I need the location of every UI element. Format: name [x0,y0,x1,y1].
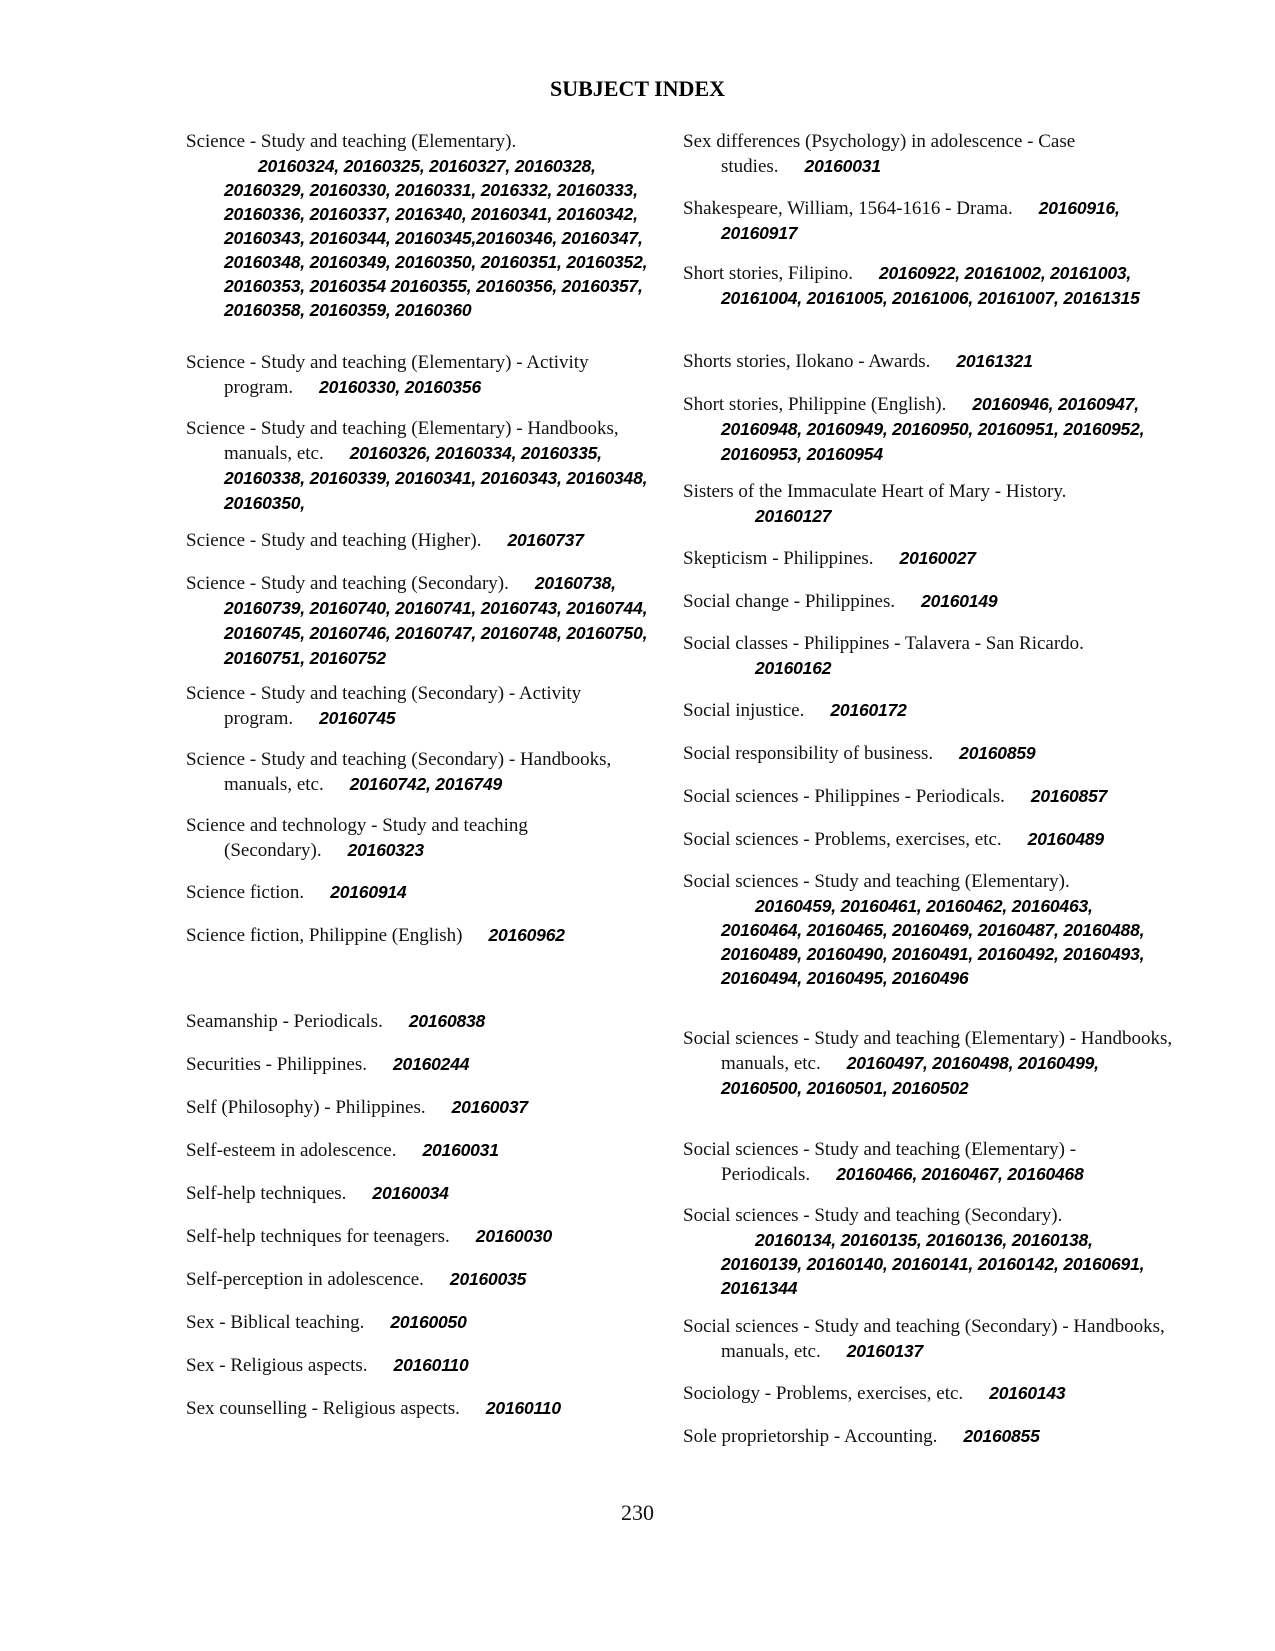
entry-heading: Science fiction, Philippine (English) [186,925,463,946]
index-entry [683,1138,1173,1187]
entry-heading: Science - Study and teaching (Secondary). [186,573,509,594]
entry-numbers: 20160035 [449,1269,527,1289]
index-entry [186,1052,656,1077]
entry-heading: Social responsibility of business. [683,743,934,764]
entry-numbers: 20160326, 20160334, 20160335, 20160338, 20160339, 20160341, 20160343, 20160348, 20160350, [224,443,648,513]
entry-numbers: 20160916, 20160917 [721,198,1120,243]
index-entry [683,1381,1173,1406]
entry-numbers: 20160244 [393,1054,470,1074]
entry-numbers: 20160330, 20160356 [319,377,481,397]
index-entry [186,571,656,671]
entry-heading: Science - Study and teaching (Secondary) - Handbooks, manuals, etc. [186,749,612,795]
index-entry [186,417,656,516]
entry-heading: Sex counselling - Religious aspects. [186,1398,460,1419]
index-entry [683,827,1173,852]
entry-heading: Social classes - Philippines - Talavera - San Ricardo. [683,633,1084,654]
entry-heading: Science - Study and teaching (Higher). [186,530,482,551]
index-entry [186,1009,656,1034]
entry-heading: Securities - Philippines. [186,1054,368,1075]
entry-heading: Social sciences - Study and teaching (Elementary). [683,871,1070,892]
index-entry [683,632,1173,680]
index-entry [683,349,1173,374]
index-entry [186,1138,656,1163]
index-entry [683,784,1173,809]
index-entry [683,1424,1173,1449]
index-entry [683,480,1173,528]
entry-heading: Social injustice. [683,700,805,721]
entry-heading: Science - Study and teaching (Secondary) - Activity program. [186,683,582,729]
entry-numbers: 20160137 [846,1341,923,1361]
entry-heading: Social change - Philippines. [683,591,896,612]
entry-numbers: 20160110 [393,1355,469,1375]
entry-numbers: 20160859 [959,743,1036,763]
entry-numbers: 20160742, 2016749 [349,774,503,794]
entry-numbers: 20160497, 20160498, 20160499, 20160500, 20160501, 20160502 [721,1053,1099,1098]
page-title: SUBJECT INDEX [549,76,726,101]
index-entry [186,351,656,400]
entry-heading: Self-help techniques for teenagers. [186,1226,450,1247]
entry-heading: Sex - Biblical teaching. [186,1312,365,1333]
entry-numbers: 20160031 [422,1140,499,1160]
entry-numbers: 20160149 [921,591,998,611]
entry-heading: Sociology - Problems, exercises, etc. [683,1383,964,1404]
index-entry [683,870,1173,990]
entry-numbers: 20160031 [804,156,881,176]
index-entry [186,1353,656,1378]
entry-heading: Social sciences - Study and teaching (Elementary) - Handbooks, manuals, etc. [683,1028,1173,1074]
entry-heading: Science - Study and teaching (Elementary) - Activity program. [186,352,589,398]
entry-numbers: 20160489 [1027,829,1104,849]
index-entry [186,528,656,553]
index-entry [186,880,656,905]
entry-heading: Social sciences - Problems, exercises, etc. [683,829,1002,850]
entry-heading: Short stories, Philippine (English). [683,394,947,415]
entry-heading: Skepticism - Philippines. [683,548,874,569]
entry-numbers: 20160962 [488,925,565,945]
index-entry [186,682,656,731]
entry-heading: Shakespeare, William, 1564-1616 - Drama. [683,198,1013,219]
entry-numbers: 20160172 [830,700,907,720]
entry-heading: Science fiction. [186,882,305,903]
entry-heading: Seamanship - Periodicals. [186,1011,383,1032]
entry-heading: Self-perception in adolescence. [186,1269,424,1290]
index-entry [683,1315,1173,1364]
entry-numbers: 20160162 [755,658,832,678]
entry-numbers: 20160037 [451,1097,528,1117]
entry-heading: Science and technology - Study and teaching (Secondary). [186,815,528,861]
index-entry [683,1204,1173,1300]
entry-numbers: 20160838 [408,1011,486,1031]
index-entry [186,1181,656,1206]
entry-numbers: 20160946, 20160947, 20160948, 20160949, 20160950, 20160951, 20160952, 20160953, 20160954 [721,394,1145,464]
entry-heading: Sex differences (Psychology) in adolescence - Case studies. [683,131,1076,177]
entry-numbers: 20160110 [485,1398,561,1418]
entry-numbers: 20160914 [330,882,407,902]
entry-numbers: 20160050 [390,1312,467,1332]
index-entry [683,196,1173,246]
entry-numbers: 20160030 [475,1226,553,1246]
entry-numbers: 20160466, 20160467, 20160468 [836,1164,1084,1184]
entry-numbers: 20160134, 20160135, 20160136, 20160138, 20160139, 20160140, 20160141, 20160142, 20160691, 20161344 [721,1230,1145,1298]
entry-heading: Social sciences - Philippines - Periodicals. [683,786,1005,807]
index-entry [186,1267,656,1292]
entry-heading: Self-help techniques. [186,1183,347,1204]
entry-numbers: 20160324, 20160325, 20160327, 20160328, 20160329, 20160330, 20160331, 2016332, 20160333, 20160336, 20160337, 2016340, 20160341, 20160342, 20160343, 20160344, 20160345,20160346, 20160347, 20160348, 20160349, 20160350, 20160351, 20160352, 20160353, 20160354 20160355, 20160356, 20160357, 20160358, 20160359, 20160360 [224,156,648,320]
index-entry [683,589,1173,614]
index-entry [186,130,656,322]
index-entry [186,1095,656,1120]
index-entry [683,698,1173,723]
entry-numbers: 20160127 [755,506,832,526]
entry-heading: Science - Study and teaching (Elementary) - Handbooks, manuals, etc. [186,418,619,464]
entry-heading: Science - Study and teaching (Elementary). [186,131,517,152]
entry-numbers: 20160857 [1030,786,1108,806]
entry-heading: Social sciences - Study and teaching (Secondary). [683,1205,1063,1226]
entry-heading: Short stories, Filipino. [683,263,853,284]
index-entry [186,1310,656,1335]
entry-heading: Sisters of the Immaculate Heart of Mary - History. [683,481,1067,502]
entry-numbers: 20161321 [956,351,1033,371]
index-entry [683,261,1173,311]
index-entry [683,546,1173,571]
index-entry [683,741,1173,766]
entry-numbers: 20160855 [963,1426,1040,1446]
entry-heading: Social sciences - Study and teaching (Elementary) - Periodicals. [683,1139,1077,1185]
entry-numbers: 20160323 [347,840,424,860]
index-entry [186,1396,656,1421]
index-entry [683,1027,1173,1101]
entry-numbers: 20160143 [989,1383,1066,1403]
entry-numbers: 20160737 [507,530,584,550]
index-entry [186,923,656,948]
entry-heading: Self-esteem in adolescence. [186,1140,397,1161]
index-entry [683,130,1173,179]
entry-numbers: 20160745 [319,708,396,728]
index-entry [186,1224,656,1249]
entry-numbers: 20160459, 20160461, 20160462, 20160463, 20160464, 20160465, 20160469, 20160487, 20160488, 20160489, 20160490, 20160491, 20160492, 20160493, 20160494, 20160495, 20160496 [721,896,1145,988]
page-number: 230 [621,1500,654,1525]
entry-numbers: 20160922, 20161002, 20161003, 20161004, 20161005, 20161006, 20161007, 20161315 [721,263,1140,308]
entry-heading: Sole proprietorship - Accounting. [683,1426,938,1447]
entry-heading: Sex - Religious aspects. [186,1355,368,1376]
index-entry [186,748,656,797]
index-entry [683,392,1173,467]
entry-heading: Self (Philosophy) - Philippines. [186,1097,426,1118]
index-entry [186,814,656,863]
entry-numbers: 20160738, 20160739, 20160740, 20160741, 20160743, 20160744, 20160745, 20160746, 20160747, 20160748, 20160750, 20160751, 20160752 [224,573,648,668]
entry-heading: Social sciences - Study and teaching (Secondary) - Handbooks, manuals, etc. [683,1316,1165,1362]
entry-numbers: 20160034 [372,1183,449,1203]
entry-heading: Shorts stories, Ilokano - Awards. [683,351,931,372]
entry-numbers: 20160027 [899,548,976,568]
